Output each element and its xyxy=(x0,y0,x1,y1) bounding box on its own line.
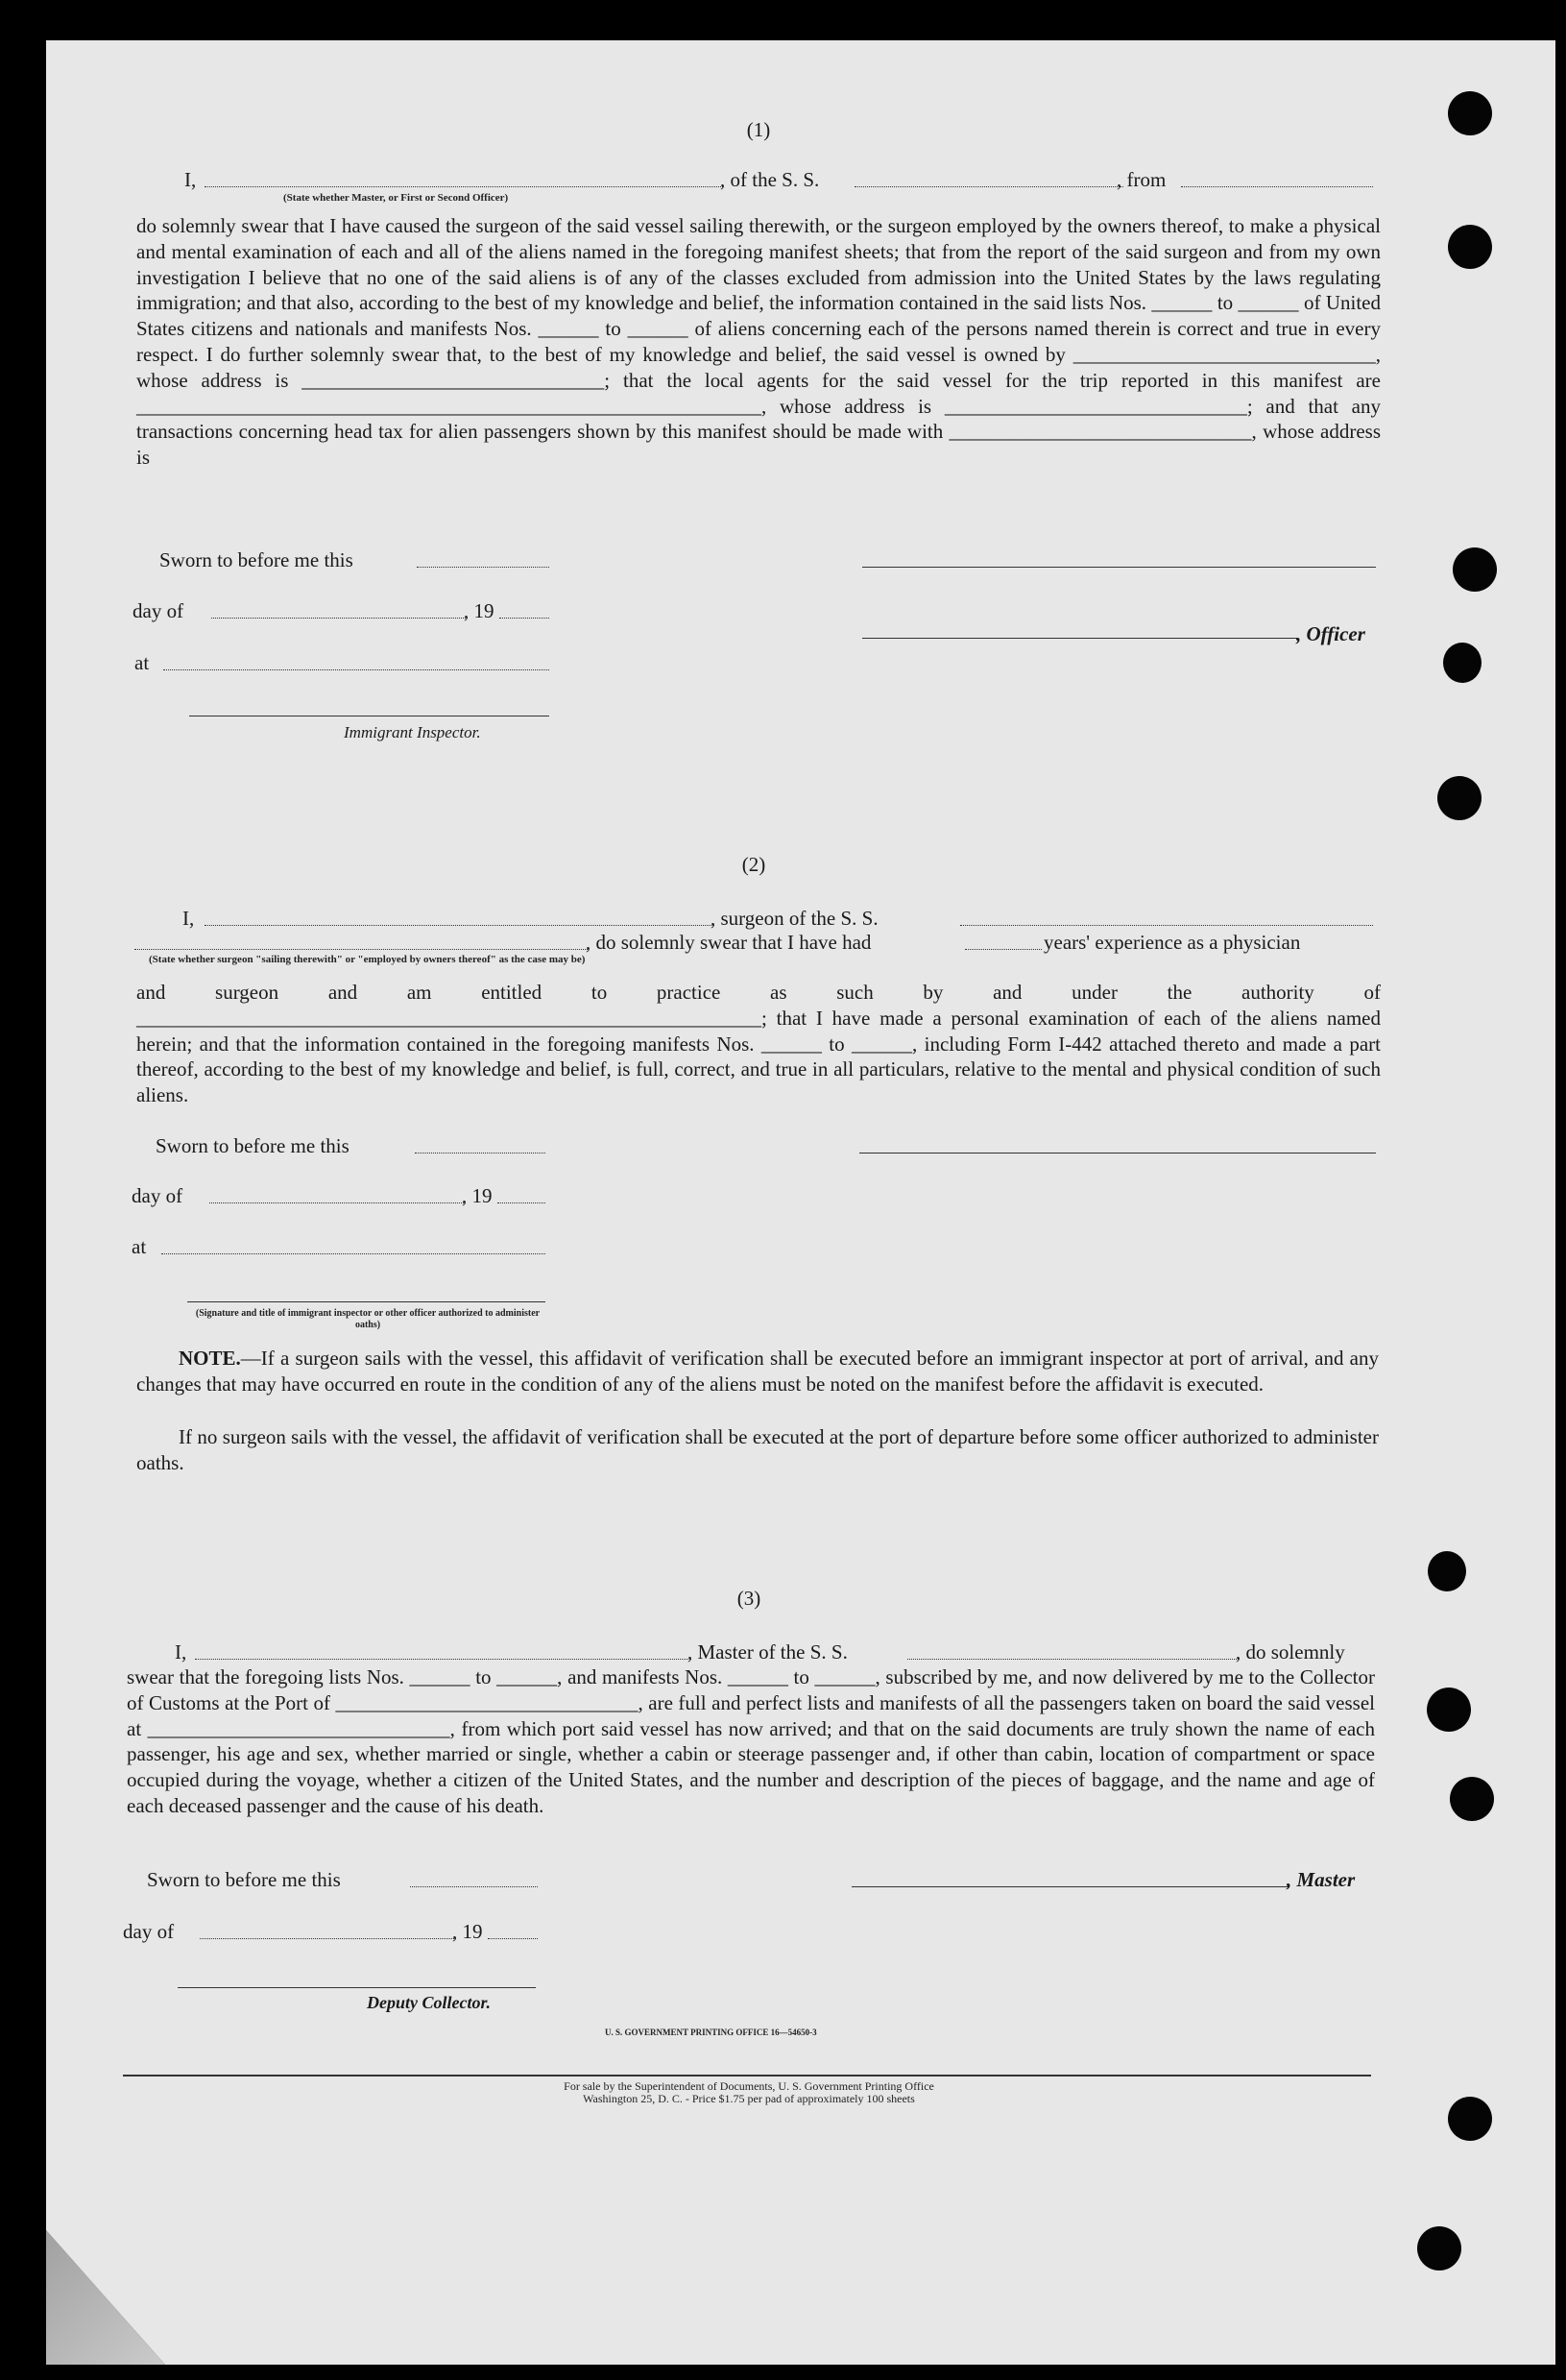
at-place-field[interactable] xyxy=(161,1253,545,1254)
master-signature-line[interactable] xyxy=(852,1886,1289,1887)
oath-paragraph: do solemnly swear that I have caused the surgeon of the said vessel sailing therewith, or the surgeon employed by the owners thereof, to make a physical and mental examination of each and all of the aliens named in the foregoing manifest sheets; that from the report of the said surgeon and from my own investigation I believe that no one of the said aliens is of any of the classes excluded from admission into the United States by the laws regulating immigration; and that also, according to the best of my knowledge and belief, the information contained in the said lists Nos. ______ to ______ of United States citizens and nationals and manifests Nos. ______ to ______ of aliens concerning each of the persons named therein is correct and true in every respect. I do further solemnly swear that, to the best of my knowledge and belief, the said vessel is owned by ______________________________, whose address is ______________________________; that the local agents for the said vessel for the trip reported in this manifest are ______________________________________________________________, whose address is ______________________________; and that any transactions concerning head tax for alien passengers shown by this manifest should be made with ______________________________, whose address is xyxy=(136,214,1381,470)
punch-hole xyxy=(1417,2226,1461,2271)
sworn-day-field[interactable] xyxy=(417,567,549,568)
collector-signature-line[interactable] xyxy=(178,1987,536,1988)
vessel-name-field[interactable] xyxy=(907,1659,1239,1660)
year-field[interactable] xyxy=(499,618,549,619)
sale-notice: For sale by the Superintendent of Documents, U. S. Government Printing Office xyxy=(564,2079,934,2093)
sworn-day-field[interactable] xyxy=(415,1153,545,1154)
surgeon-status-note: (State whether surgeon "sailing therewith" or "employed by owners thereof" as the case may be) xyxy=(149,954,586,965)
note-paragraph xyxy=(136,1346,1379,1397)
printing-office-mark: U. S. GOVERNMENT PRINTING OFFICE 16—54650-3 xyxy=(605,2028,817,2037)
punch-hole xyxy=(1448,2097,1492,2141)
from-port-field[interactable] xyxy=(1181,186,1373,187)
year-label: , 19 xyxy=(464,599,494,622)
collector-label: Deputy Collector. xyxy=(367,1993,491,2012)
officer-title-line[interactable] xyxy=(862,638,1297,639)
day-of-label: day of xyxy=(132,1184,183,1207)
inspector-signature-line[interactable] xyxy=(187,1301,545,1302)
note-label: NOTE. xyxy=(179,1347,241,1370)
rank-note: (State whether Master, or First or Second Officer) xyxy=(283,192,509,204)
day-of-label: day of xyxy=(133,599,184,622)
punch-hole xyxy=(1437,776,1482,820)
year-field[interactable] xyxy=(497,1202,545,1203)
signature-note: (Signature and title of immigrant inspector or other officer authorized to administer oaths) xyxy=(195,1308,541,1330)
officer-signature-line[interactable] xyxy=(862,567,1376,568)
sworn-day-field[interactable] xyxy=(410,1886,538,1887)
note-text: —If a surgeon sails with the vessel, this affidavit of verification shall be executed before an immigrant inspector at port of arrival, and any changes that may have occurred en route in the condition of any of the aliens must be noted on the manifest before the affidavit is executed. xyxy=(136,1347,1379,1396)
at-label: at xyxy=(134,651,150,674)
section-number: (3) xyxy=(736,1587,761,1610)
punch-hole xyxy=(1443,643,1482,683)
sale-notice: Washington 25, D. C. - Price $1.75 per pad of approximately 100 sheets xyxy=(583,2092,915,2105)
sworn-label: Sworn to before me this xyxy=(156,1134,349,1157)
pronoun-label: I, xyxy=(184,168,197,191)
vessel-label: , of the S. S. xyxy=(720,168,820,191)
section-number: (1) xyxy=(746,118,771,141)
inspector-label: Immigrant Inspector. xyxy=(344,723,481,741)
punch-hole xyxy=(1453,547,1497,592)
year-label: , 19 xyxy=(462,1184,493,1207)
surgeon-paragraph: and surgeon and am entitled to practice as such by and under the authority of ______________________________________________________________; that I have made a personal examination of each of the aliens named herein; and that the information contained in the foregoing manifests Nos. ______ to ______, including Form I-442 attached thereto and made a part thereof, according to the best of my knowledge and belief, is full, correct, and true in all particulars, relative to the mental and physical condition of such aliens. xyxy=(136,981,1381,1107)
day-of-label: day of xyxy=(123,1920,175,1943)
vessel-name-field[interactable] xyxy=(960,925,1373,926)
master-paragraph: swear that the foregoing lists Nos. ______ to ______, and manifests Nos. ______ to ______, subscribed by me, and now delivered by me to the Collector of Customs at the Port of ______________________________, are full and perfect lists and manifests of all the passengers taken on board the said vessel at ______________________________, from which port said vessel has now arrived; and that on the said documents are truly shown the name of each passenger, his age and sex, whether married or single, whether a cabin or steerage passenger and, if other than cabin, location of compartment or space occupied during the voyage, whether a citizen of the United States, and the number and description of the pieces of baggage, and the name and age of each deceased passenger and the cause of his death. xyxy=(127,1665,1375,1817)
officer-label: , Officer xyxy=(1296,622,1365,645)
sworn-label: Sworn to before me this xyxy=(159,548,353,571)
sworn-label: Sworn to before me this xyxy=(147,1868,341,1891)
master-label: , Master of the S. S. xyxy=(687,1640,848,1664)
month-field[interactable] xyxy=(209,1202,464,1203)
punch-hole xyxy=(1427,1688,1471,1732)
punch-hole xyxy=(1428,1551,1466,1591)
swear-label: , do solemnly swear that I have had xyxy=(586,931,872,954)
at-place-field[interactable] xyxy=(163,669,549,670)
punch-hole xyxy=(1448,91,1492,135)
surgeon-name-field[interactable] xyxy=(205,925,713,926)
punch-hole xyxy=(1450,1777,1494,1821)
officer-name-field[interactable] xyxy=(205,186,723,187)
surgeon-signature-line[interactable] xyxy=(859,1153,1376,1154)
year-label: , 19 xyxy=(452,1920,483,1943)
from-label: , from xyxy=(1117,168,1167,191)
vessel-name-field[interactable] xyxy=(855,186,1123,187)
swear-label: , do solemnly xyxy=(1236,1640,1345,1664)
note-paragraph-2: If no surgeon sails with the vessel, the affidavit of verification shall be executed at the port of departure before some officer authorized to administer oaths. xyxy=(136,1425,1379,1474)
punch-hole xyxy=(1448,225,1492,269)
surgeon-status-field[interactable] xyxy=(134,949,588,950)
pronoun-label: I, xyxy=(182,907,195,930)
surgeon-label: , surgeon of the S. S. xyxy=(711,907,879,930)
footer-rule xyxy=(123,2075,1371,2076)
month-field[interactable] xyxy=(211,618,466,619)
years-label: years' experience as a physician xyxy=(1044,931,1301,954)
master-signature-label: , Master xyxy=(1287,1868,1356,1891)
years-experience-field[interactable] xyxy=(965,949,1042,950)
month-field[interactable] xyxy=(200,1938,456,1939)
at-label: at xyxy=(132,1235,147,1258)
section-number: (2) xyxy=(741,853,766,876)
pronoun-label: I, xyxy=(175,1640,187,1664)
year-field[interactable] xyxy=(488,1938,538,1939)
master-name-field[interactable] xyxy=(195,1659,690,1660)
